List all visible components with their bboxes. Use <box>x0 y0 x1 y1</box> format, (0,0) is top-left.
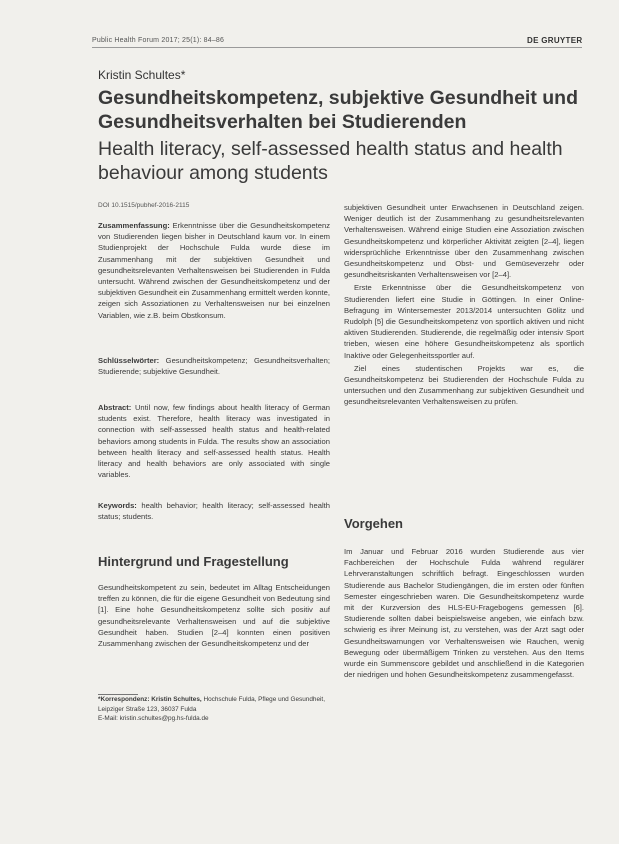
right-paragraph-3: Ziel eines studentischen Projekts war es, die Gesundheitskompetenz bei Studierenden der Hochschule Fulda zu untersuchen und den Zusammenhang zur subjektiven Gesundheit und gesundheitsrelevanten Verhaltensweisen zu prüfen. <box>344 363 584 407</box>
keywords-german-label: Schlüsselwörter: <box>98 356 160 365</box>
footnote-address: Hochschule Fulda, Pflege und Gesundheit, Leipziger Straße 123, 36037 Fulda <box>98 696 325 713</box>
footnote-correspondence <box>98 695 330 724</box>
abstract-german-text: Erkenntnisse über die Gesundheitskompetenz von Studierenden liegen bisher in Deutschland kaum vor. In einem Studienprojekt der Hochschule Fulda wurde diese im Zusammenhang mit der subjektiven Gesundheit und gesundheitsrelevanten Verhaltensweisen bei Studierenden in Fulda untersucht. Während zwischen der Gesundheitskompetenz und der subjektiven Gesundheit ein Zusammenhang ermittelt werden konnte, zeigen sich Assoziationen zu Verhaltensweisen nur bei einzelnen Variablen, wie z.B. beim Obstkonsum. <box>98 221 330 320</box>
abstract-english-text: Until now, few findings about health literacy of German students exist. Therefore, health literacy was investigated in connection with self-assessed health status and health-related behaviors among students in Fulda. The results show an association between health literacy and self-assessed health status. Health literacy and health behaviors are only associated with single variables. <box>98 403 330 480</box>
title-german: Gesundheitskompetenz, subjektive Gesundheit und Gesundheitsverhalten bei Studierenden <box>98 87 578 133</box>
keywords-german <box>98 355 330 377</box>
abstract-german-label: Zusammenfassung: <box>98 221 170 230</box>
right-paragraph-2: Erste Erkenntnisse über die Gesundheitskompetenz von Studierenden liefert eine Studie in Göttingen. In einer Online-Befragung im Wintersemester 2013/2014 untersuchten Gölitz und Rudolph [5] die Gesundheitskompetenz von sportlich aktiven und nicht aktiven Studierenden. Studierende, die regelmäßig oder intensiv Sport trieben, wiesen eine höhere Gesundheitskompetenz als sportlich Inaktive oder Gelegenheitssportler auf. <box>344 283 584 360</box>
doi: DOI 10.1515/pubhef-2016-2115 <box>98 202 190 209</box>
keywords-german-text: Gesundheitskompetenz; Gesundheitsverhalten; Studierende; subjektive Gesundheit. <box>98 356 330 377</box>
author-name: Kristin Schultes* <box>98 68 186 82</box>
section-heading-vorgehen: Vorgehen <box>344 516 403 531</box>
publisher-logo: DE GRUYTER <box>527 36 583 45</box>
title-english: Health literacy, self-assessed health status and health behaviour among students <box>98 138 563 184</box>
footnote-email: E-Mail: kristin.schultes@pg.hs-fulda.de <box>98 715 209 722</box>
section-paragraph: Gesundheitskompetent zu sein, bedeutet im Alltag Entscheidungen treffen zu können, die für die eigene Gesundheit von Bedeutung sind [1]. Eine hohe Gesundheitskompetenz sollte sich positiv auf gesundheitsrelevante Verhaltensweisen und auf die subjektive Gesundheit haben. Studien [2–4] konnten einen positiven Zusammenhang zwischen der Gesundheitskompetenz und der <box>98 583 330 649</box>
right-column-intro <box>344 202 584 410</box>
keywords-english-text: health behavior; health literacy; self-assessed health status; students. <box>98 501 330 522</box>
footnote-label: *Korrespondenz: Kristin Schultes, <box>98 696 202 703</box>
right-column-methods <box>344 546 584 682</box>
section-heading-hintergrund: Hintergrund und Fragestellung <box>98 554 289 569</box>
abstract-english-label: Abstract: <box>98 403 132 412</box>
right-paragraph-4: Im Januar und Februar 2016 wurden Studierende aus vier Fachbereichen der Hochschule Fulda während regulärer Lehrveranstaltungen schriftlich befragt. Eingeschlossen wurden Studierende aus Bachelor Studiengängen, die im ersten oder fünften Semester eingeschrieben waren. Die Gesundheitskompetenz wurde mit der Kurzversion des HLS-EU-Fragebogens gemessen [6]. Studierende sollten dabei beispielsweise angeben, wie einfach bzw. schwierig es ihrer Meinung ist, zu verstehen, was der Arzt sagt oder Gesundheitswarnungen vor Verhaltensweisen wie Rauchen, wenig Bewegung oder übermäßigem Trinken zu verstehen. Aus den Items wurde ein Summenscore gebildet und anschließend in die Kategorien der niedrigen und hohen Gesundheitskompetenz zusammengefasst. <box>344 547 584 680</box>
header-rule <box>92 47 582 48</box>
keywords-english <box>98 500 330 522</box>
section-body-hintergrund <box>98 582 330 649</box>
right-paragraph-1: subjektiven Gesundheit unter Erwachsenen in Deutschland zeigen. Weniger deutlich ist der Zusammenhang zu gesundheitsrelevanten Verhaltensweisen. Während einige Studien eine Assoziation zwischen Gesundheitskompetenz und körperlicher Aktivität zeigten [2–4], liegen widersprüchliche Erkenntnisse über den Zusammenhang zwischen Gesundheitskompetenz und Obst- und Gemüseverzehr oder gesundheitsriskanten Verhaltensweisen vor [2–4]. <box>344 203 584 280</box>
abstract-english <box>98 402 330 480</box>
abstract-german <box>98 220 330 321</box>
journal-reference: Public Health Forum 2017; 25(1): 84–86 <box>92 37 225 44</box>
keywords-english-label: Keywords: <box>98 501 137 510</box>
